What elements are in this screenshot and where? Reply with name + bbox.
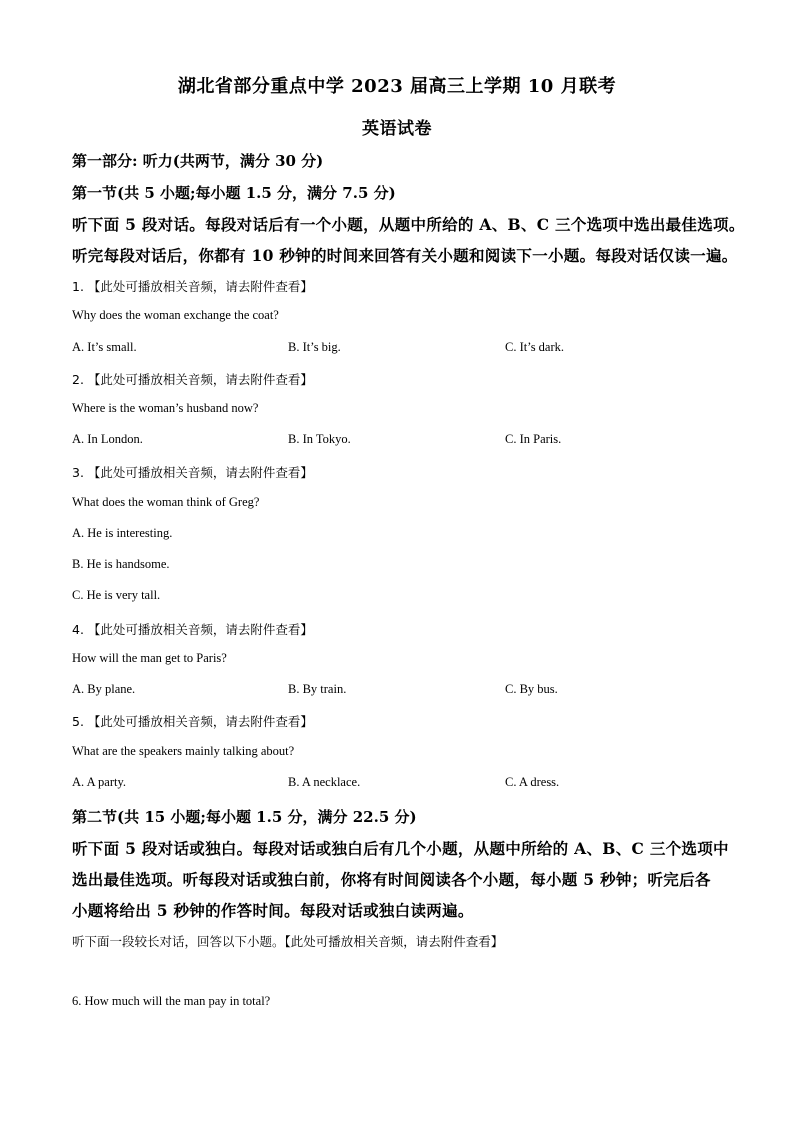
audio-placeholder-q2[interactable]: 2. 【此处可播放相关音频，请去附件查看】: [72, 372, 313, 387]
audio-placeholder-q4[interactable]: 4. 【此处可播放相关音频，请去附件查看】: [72, 622, 313, 637]
q3-option-c: C. He is very tall.: [72, 588, 161, 602]
section2-instructions-line2: 选出最佳选项。听每段对话或独白前，你将有时间阅读各个小题，每小题 5 秒钟；听完后各: [72, 870, 711, 889]
exam-subtitle: 英语试卷: [362, 119, 432, 139]
q4-option-c: C. By bus.: [505, 682, 558, 696]
section2-instructions-line1: 听下面 5 段对话或独白。每段对话或独白后有几个小题，从题中所给的 A、B、C 三个选项中: [72, 839, 729, 858]
question-5-text: What are the speakers mainly talking about?: [72, 744, 295, 758]
audio-placeholder-q3[interactable]: 3. 【此处可播放相关音频，请去附件查看】: [72, 465, 313, 480]
audio-placeholder-q1[interactable]: 1. 【此处可播放相关音频，请去附件查看】: [72, 279, 313, 294]
question-1-text: Why does the woman exchange the coat?: [72, 308, 279, 322]
q1-option-c: C. It’s dark.: [505, 340, 565, 354]
section1-instructions-line1: 听下面 5 段对话。每段对话后有一个小题，从题中所给的 A、B、C 三个选项中选出最佳选项。: [72, 215, 745, 234]
section1-instructions-line2: 听完每段对话后，你都有 10 秒钟的时间来回答有关小题和阅读下一小题。每段对话仅读一遍。: [72, 246, 738, 265]
question-4-text: How will the man get to Paris?: [72, 651, 227, 665]
q3-option-b: B. He is handsome.: [72, 557, 170, 571]
q2-option-c: C. In Paris.: [505, 432, 562, 446]
section1-heading: 第一节(共 5 小题;每小题 1.5 分，满分 7.5 分): [72, 184, 396, 202]
q5-option-a: A. A party.: [72, 775, 127, 789]
section2-instructions-line3: 小题将给出 5 秒钟的作答时间。每段对话或独白读两遍。: [72, 901, 474, 920]
audio-placeholder-q5[interactable]: 5. 【此处可播放相关音频，请去附件查看】: [72, 714, 313, 729]
section2-heading: 第二节(共 15 小题;每小题 1.5 分，满分 22.5 分): [72, 808, 417, 826]
q1-option-b: B. It’s big.: [288, 340, 341, 354]
exam-title: 湖北省部分重点中学 2023 届高三上学期 10 月联考: [177, 76, 617, 97]
q2-option-a: A. In London.: [72, 432, 143, 446]
q4-option-a: A. By plane.: [72, 682, 136, 696]
question-2-text: Where is the woman’s husband now?: [72, 401, 259, 415]
q5-option-b: B. A necklace.: [288, 775, 361, 789]
question-6-text: 6. How much will the man pay in total?: [72, 994, 271, 1008]
q5-option-c: C. A dress.: [505, 775, 560, 789]
section2-audio-note[interactable]: 听下面一段较长对话，回答以下小题。【此处可播放相关音频，请去附件查看】: [72, 934, 504, 949]
q2-option-b: B. In Tokyo.: [288, 432, 351, 446]
q1-option-a: A. It’s small.: [72, 340, 137, 354]
q3-option-a: A. He is interesting.: [72, 526, 173, 540]
part1-heading: 第一部分: 听力(共两节，满分 30 分): [72, 152, 324, 170]
question-3-text: What does the woman think of Greg?: [72, 495, 260, 509]
q4-option-b: B. By train.: [288, 682, 347, 696]
